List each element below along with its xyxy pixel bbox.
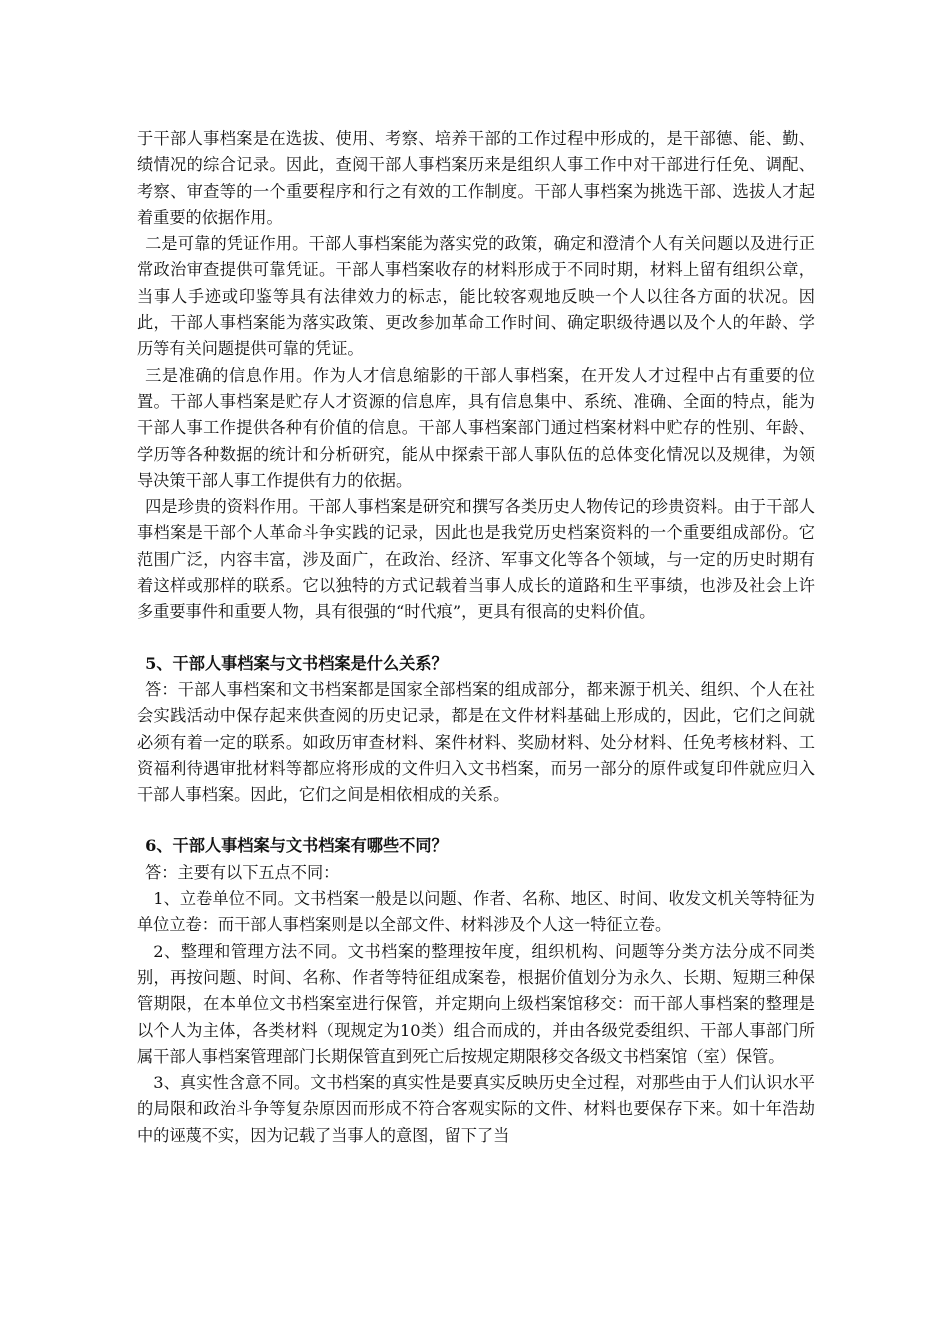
question-5-heading: 5、干部人事档案与文书档案是什么关系？ <box>145 653 448 673</box>
section-gap <box>137 808 815 833</box>
question-6-answer-intro: 答：主要有以下五点不同： <box>145 862 340 882</box>
intro-paragraph: 于干部人事档案是在选拔、使用、考察、培养干部的工作过程中形成的，是干部德、能、勤、绩情况的综合记录。因此，查阅干部人事档案历来是组织人事工作中对干部进行任免、调配、考察、审查等的一个重要程序和行之有效的工作制度。干部人事档案为挑选干部、选拔人才起着重要的依据作用。 <box>137 129 815 227</box>
question-5-answer: 答：干部人事档案和文书档案都是国家全部档案的组成部分，都来源于机关、组织、个人在社会实践活动中保存起来供查阅的历史记录，都是在文件材料基础上形成的，因此，它们之间就必须有着一定的联系。如政历审查材料、案件材料、奖励材料、处分材料、任免考核材料、工资福利待遇审批材料等都应将形成的文件归入文书档案，而另一部分的原件或复印件就应归入干部人事档案。因此，它们之间是相依相成的关系。 <box>137 679 815 805</box>
difference-point-2: 2、整理和管理方法不同。文书档案的整理按年度，组织机构、问题等分类方法分成不同类别，再按问题、时间、名称、作者等特征组成案卷，根据价值划分为永久、长期、短期三种保管期限，在本单位文书档案室进行保管，并定期向上级档案馆移交：而干部人事档案的整理是以个人为主体，各类材料（现规定为10类）组合而成的，并由各级党委组织、干部人事部门所属干部人事档案管理部门长期保管直到死亡后按规定期限移交各级文书档案馆（室）保管。 <box>137 941 815 1066</box>
valuable-material-paragraph: 四是珍贵的资料作用。干部人事档案是研究和撰写各类历史人物传记的珍贵资料。由于干部人事档案是干部个人革命斗争实践的记录，因此也是我党历史档案资料的一个重要组成部份。它范围广泛，内容丰富，涉及面广，在政治、经济、军事文化等各个领域，与一定的历史时期有着这样或那样的联系。它以独特的方式记载着当事人成长的道路和生平事绩，也涉及社会上许多重要事件和重要人物，具有很强的“时代痕”，更具有很高的史料价值。 <box>137 497 815 622</box>
document-page <box>137 126 815 1149</box>
difference-point-3: 3、真实性含意不同。文书档案的真实性是要真实反映历史全过程，对那些由于人们认识水平的局限和政治斗争等复杂原因而形成不符合客观实际的文件、材料也要保存下来。如十年浩劫中的诬蔑不实，因为记载了当事人的意图，留下了当 <box>137 1073 815 1145</box>
reliable-evidence-paragraph: 二是可靠的凭证作用。干部人事档案能为落实党的政策，确定和澄清个人有关问题以及进行正常政治审查提供可靠凭证。干部人事档案收存的材料形成于不同时期，材料上留有组织公章，当事人手迹或印鉴等具有法律效力的标志，能比较客观地反映一个人以往各方面的状况。因此，干部人事档案能为落实政策、更改参加革命工作时间、确定职级待遇以及个人的年龄、学历等有关问题提供可靠的凭证。 <box>137 234 815 359</box>
question-6-heading: 6、干部人事档案与文书档案有哪些不同？ <box>145 836 448 856</box>
section-gap <box>137 626 815 651</box>
accurate-information-paragraph: 三是准确的信息作用。作为人才信息缩影的干部人事档案，在开发人才过程中占有重要的位置。干部人事档案是贮存人才资源的信息库，具有信息集中、系统、准确、全面的特点，能为干部人事工作提供各种有价值的信息。干部人事档案部门通过档案材料中贮存的性别、年龄、学历等各种数据的统计和分析研究，能从中探索干部人事队伍的总体变化情况以及规律，为领导决策干部人事工作提供有力的依据。 <box>137 365 815 490</box>
difference-point-1: 1、立卷单位不同。文书档案一般是以问题、作者、名称、地区、时间、收发文机关等特征为单位立卷：而干部人事档案则是以全部文件、材料涉及个人这一特征立卷。 <box>137 889 815 935</box>
